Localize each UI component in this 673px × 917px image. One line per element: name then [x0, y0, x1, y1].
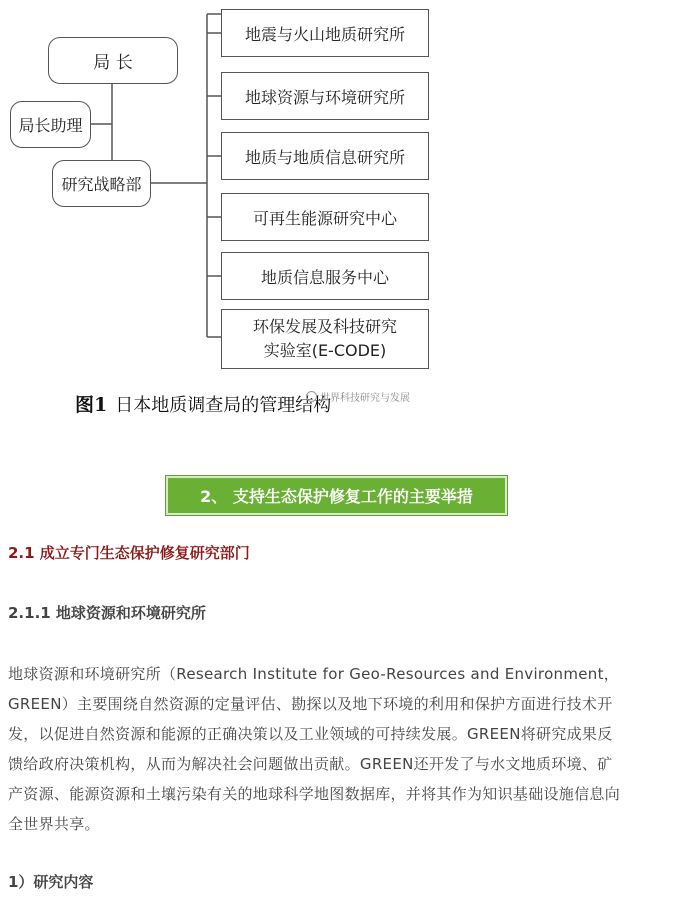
- strategy-label: 研究战略部: [61, 175, 142, 194]
- director-label: 局 长: [93, 53, 133, 73]
- heading-2-1: 2.1 成立专门生态保护修复研究部门: [8, 544, 250, 562]
- unit-box: [221, 309, 429, 369]
- director-box: [48, 37, 178, 84]
- unit-label: 地震与火山地质研究所: [244, 24, 405, 44]
- assistant-box: [10, 101, 91, 148]
- banner-title: 2、 支持生态保护修复工作的主要举措: [200, 487, 473, 506]
- figure-caption: [75, 390, 331, 417]
- paragraph-line: 地球资源和环境研究所（Research Institute for Geo-Resources and Environment，: [8, 665, 620, 683]
- paragraph-line: 馈给政府决策机构，从而为解决社会问题做出贡献。GREEN还开发了与水文地质环境、矿: [8, 755, 613, 773]
- unit-box: [221, 132, 429, 180]
- heading-2-1-1: 2.1.1 地球资源和环境研究所: [8, 604, 206, 622]
- unit-label: 实验室(E-CODE): [263, 341, 387, 360]
- unit-box: [221, 252, 429, 300]
- heading-research-content: 1）研究内容: [8, 873, 94, 891]
- watermark-text: 世界科技研究与发展: [320, 393, 410, 404]
- unit-box: [221, 9, 429, 57]
- unit-box: [221, 193, 429, 241]
- body-paragraph: [8, 659, 668, 839]
- paragraph-line: GREEN）主要围绕自然资源的定量评估、勘探以及地下环境的利用和保护方面进行技术开: [8, 695, 613, 713]
- paragraph-line: 全世界共享。: [8, 815, 100, 833]
- strategy-box: [52, 160, 151, 207]
- unit-label: 地球资源与环境研究所: [244, 87, 405, 107]
- unit-label: 可再生能源研究中心: [252, 208, 397, 228]
- paragraph-line: 产资源、能源资源和土壤污染有关的地球科学地图数据库，并将其作为知识基础设施信息向: [8, 785, 621, 803]
- unit-label: 地质信息服务中心: [260, 267, 389, 287]
- wechat-icon: [306, 391, 317, 402]
- unit-label: 环保发展及科技研究: [252, 317, 397, 336]
- caption-label: 图1: [75, 394, 108, 416]
- unit-box: [221, 72, 429, 120]
- caption-text: 日本地质调查局的管理结构: [115, 395, 332, 416]
- section-banner: [166, 476, 507, 515]
- unit-label: 地质与地质信息研究所: [244, 147, 405, 167]
- paragraph-line: 发，以促进自然资源和能源的正确决策以及工业领域的可持续发展。GREEN将研究成果反: [8, 725, 613, 743]
- assistant-label: 局长助理: [18, 116, 83, 135]
- org-chart: [0, 0, 673, 375]
- watermark: [306, 389, 410, 404]
